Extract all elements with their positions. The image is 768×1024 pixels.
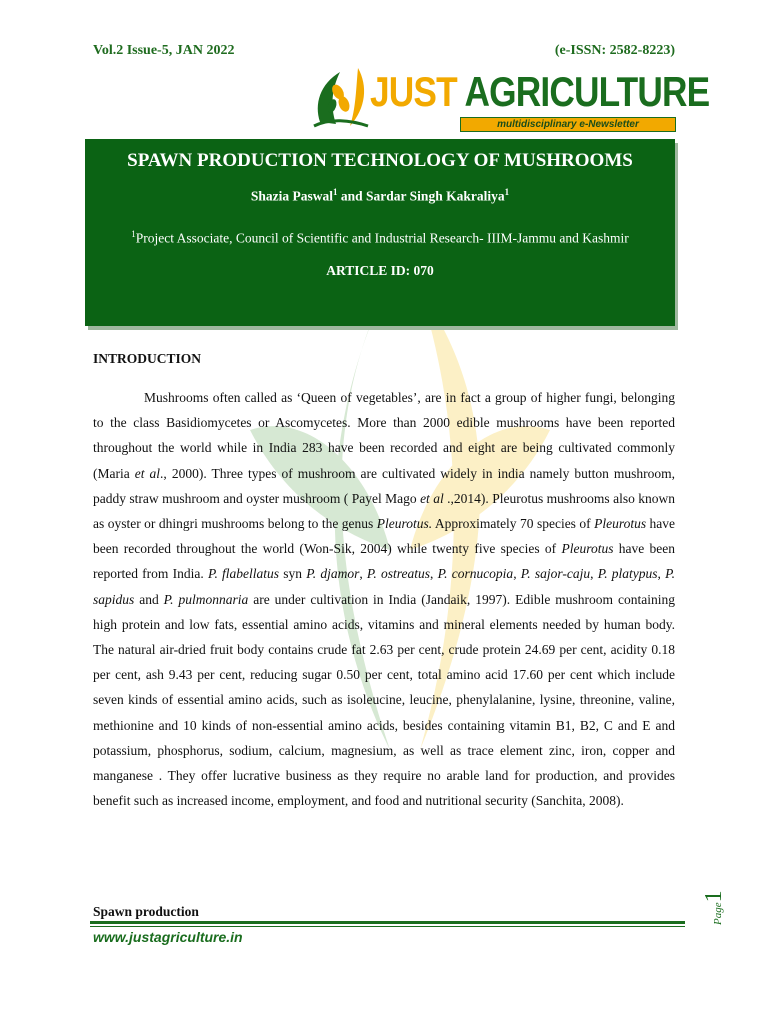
paragraph-text-run: , xyxy=(359,566,367,582)
section-heading-introduction: INTRODUCTION xyxy=(93,351,202,366)
author-1: Shazia Paswal xyxy=(250,188,334,204)
author-2-affil-mark: 1 xyxy=(504,187,510,197)
section-heading-spawn-production: Spawn production xyxy=(93,904,199,919)
italic-term: Pleurotus xyxy=(594,516,647,532)
paragraph-text-run: and xyxy=(134,591,164,607)
author-affiliation xyxy=(100,221,660,252)
italic-term: P. pulmonnaria xyxy=(163,591,249,607)
italic-term: Pleurotus. xyxy=(376,516,433,532)
introduction-body xyxy=(93,385,675,813)
paragraph-text-run: syn xyxy=(279,566,307,582)
footer-website-link[interactable]: www.justagriculture.in xyxy=(93,929,243,945)
italic-term: P. ostreatus xyxy=(366,566,431,582)
journal-issn: (e-ISSN: 2582-8223) xyxy=(554,43,675,58)
page-number-marker xyxy=(701,885,751,925)
italic-term: P. cornucopia xyxy=(437,566,514,582)
introduction-paragraph xyxy=(93,385,675,813)
article-id: ARTICLE ID: 070 xyxy=(326,263,434,278)
paragraph-text-run: have been reported from India. xyxy=(93,541,676,582)
italic-term: P. platypus xyxy=(597,566,658,582)
author-1-affil-mark: 1 xyxy=(333,187,338,197)
italic-term: Pleurotus xyxy=(561,541,614,557)
paragraph-text-run: , xyxy=(590,566,598,582)
paragraph-text-run: Mushrooms often called as ‘Queen of vegetables’, are in fact a group of higher fungi, belonging to the class Basidiomycetes or Ascomycetes. More than 2000 edible mushrooms have been reported throughout the world while in India 283 have been recorded and eight are being cultivated commonly (Maria xyxy=(93,390,675,481)
italic-term: P. djamor xyxy=(306,566,360,582)
paragraph-text-run: ., 2000). Three types of mushroom are cultivated widely in india namely button mushroom, paddy straw mushroom and oyster mushroom ( Payel Mago xyxy=(93,465,676,506)
paragraph-text-run: have been recorded throughout the world (Won-Sik, 2004) while twenty five species of xyxy=(93,516,676,557)
affiliation-text: Project Associate, Council of Scientific and Industrial Research- IIIM-Jammu and Kashmir xyxy=(135,230,629,245)
logo-word-agriculture: AGRICULTURE xyxy=(464,68,710,115)
page-number: 1 xyxy=(701,890,727,903)
paragraph-text-run: , xyxy=(513,566,521,582)
paragraph-text-run: are under cultivation in India (Jandaik, 1997). Edible mushroom containing high protein and low fats, essential amino acids, vitamins and mineral elements needed by human body. The natural air-dried fruit body contains crude fat 2.63 per cent, crude protein 24.69 per cent, acidity 0.18 per cent, ash 9.43 per cent, reducing sugar 0.50 per cent, total amino acid 17.60 per cent which include seven kinds of essential amino acids, such as isoleucine, leucine, phenylalanine, lysine, threonine, valine, methionine and 10 kinds of non-essential amino acids, besides containing vitamin B1, B2, C and E and potassium, phosphorus, sodium, calcium, magnesium, as well as trace element zinc, iron, copper and manganese . They offer lucrative business as they require no arable land for production, and provides benefit such as increased income, employment, and food and nutritional security (Sanchita, 2008). xyxy=(93,591,675,809)
italic-term: et al xyxy=(134,465,161,481)
italic-term: P. flabellatus xyxy=(207,566,280,582)
paragraph-text-run: .,2014). Pleurotus mushrooms also known as oyster or dhingri mushrooms belong to the genus xyxy=(93,490,675,532)
affiliation-mark: 1 xyxy=(131,228,136,239)
page-label: Page xyxy=(712,902,724,925)
italic-term: P. sajor-caju xyxy=(520,566,591,582)
wheat-leaf-logo-icon xyxy=(310,64,374,132)
journal-volume: Vol.2 Issue-5, JAN 2022 xyxy=(93,43,235,58)
article-title: SPAWN PRODUCTION TECHNOLOGY OF MUSHROOMS xyxy=(127,150,633,171)
just-agriculture-logo xyxy=(310,64,710,134)
italic-term: P. sapidus xyxy=(93,566,676,607)
paragraph-text-run: , xyxy=(657,566,666,582)
article-title-banner xyxy=(85,139,675,326)
logo-wordmark xyxy=(370,68,709,116)
author-2: and Sardar Singh Kakraliya xyxy=(337,188,505,204)
logo-word-just: JUST xyxy=(370,68,465,115)
footer-divider-thin xyxy=(90,926,685,927)
paragraph-text-run: Approximately 70 species of xyxy=(432,516,595,532)
article-authors xyxy=(85,187,675,205)
logo-tagline: multidisciplinary e-Newsletter xyxy=(460,117,676,132)
paragraph-text-run: , xyxy=(430,566,438,582)
italic-term: et al xyxy=(420,490,444,506)
footer-divider xyxy=(90,921,685,924)
